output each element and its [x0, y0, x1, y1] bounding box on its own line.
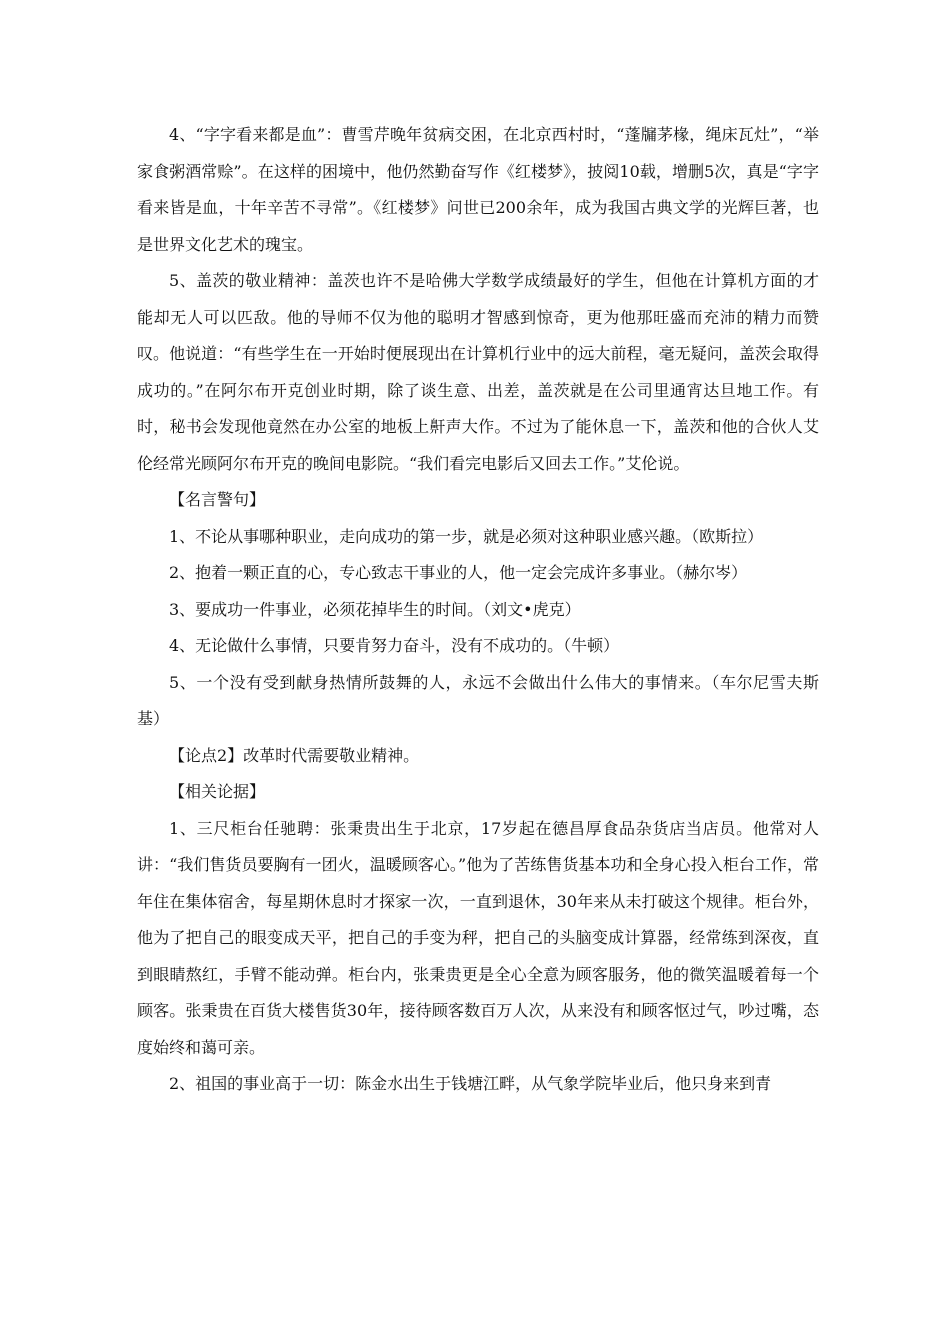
- quote-1: 1、不论从事哪种职业，走向成功的第一步，就是必须对这种职业感兴趣。（欧斯拉）: [169, 526, 764, 546]
- heading-quotes: 【名言警句】: [169, 490, 266, 509]
- quote-5: 5、一个没有受到献身热情所鼓舞的人，永远不会做出什么伟大的事情来。（车尔尼雪夫斯基）: [137, 672, 819, 728]
- quote-3: 3、要成功一件事业，必须花掉毕生的时间。（刘文•虎克）: [169, 599, 581, 619]
- quote-4: 4、无论做什么事情，只要肯努力奋斗，没有不成功的。（牛顿）: [169, 636, 620, 655]
- heading-argument-2: 【论点2】改革时代需要敬业精神。: [169, 745, 420, 765]
- paragraph-gates: 5、盖茨的敬业精神：盖茨也许不是哈佛大学数学成绩最好的学生，但他在计算机方面的才能却无人可以匹敌。他的导师不仅为他的聪明才智感到惊奇，更为他那旺盛而充沛的精力而赞叹。他说道：“有些学生在一开始时便展现出在计算机行业中的远大前程，毫无疑问，盖茨会取得成功的。”在阿尔布开克创业时期，除了谈生意、出差，盖茨就是在公司里通宵达旦地工作。有时，秘书会发现他竟然在办公室的地板上鼾声大作。不过为了能休息一下，盖茨和他的合伙人艾伦经常光顾阿尔布开克的晚间电影院。“我们看完电影后又回去工作。”艾伦说。: [137, 271, 819, 473]
- quote-2: 2、抱着一颗正直的心，专心致志干事业的人，他一定会完成许多事业。（赫尔岑）: [169, 563, 748, 582]
- document-page: [137, 117, 819, 1103]
- paragraph-zhang-binggui: 1、三尺柜台任驰聘：张秉贵出生于北京，17岁起在德昌厚食品杂货店当店员。他常对人讲：“我们售货员要胸有一团火，温暖顾客心。”他为了苦练售货基本功和全身心投入柜台工作，常年住在集体宿舍，每星期休息时才探家一次，一直到退休，30年来从未打破这个规律。柜台外，他为了把自己的眼变成天平，把自己的手变为秤，把自己的头脑变成计算器，经常练到深夜，直到眼睛熬红，手臂不能动弹。柜台内，张秉贵更是全心全意为顾客服务，他的微笑温暖着每一个顾客。张秉贵在百货大楼售货30年，接待顾客数百万人次，从来没有和顾客怄过气，吵过嘴，态度始终和蔼可亲。: [137, 818, 819, 1057]
- heading-evidence: 【相关论据】: [169, 782, 266, 801]
- paragraph-cao-xueqin: 4、“字字看来都是血”：曹雪芹晚年贫病交困，在北京西村时，“蓬牖茅椽，绳床瓦灶”，“举家食粥酒常赊”。在这样的困境中，他仍然勤奋写作《红楼梦》，披阅10载，增删5次，真是“字字看来皆是血，十年辛苦不寻常”。《红楼梦》问世已200余年，成为我国古典文学的光辉巨著，也是世界文化艺术的瑰宝。: [137, 125, 819, 254]
- paragraph-chen-jinshui: 2、祖国的事业高于一切：陈金水出生于钱塘江畔，从气象学院毕业后，他只身来到青: [169, 1074, 772, 1093]
